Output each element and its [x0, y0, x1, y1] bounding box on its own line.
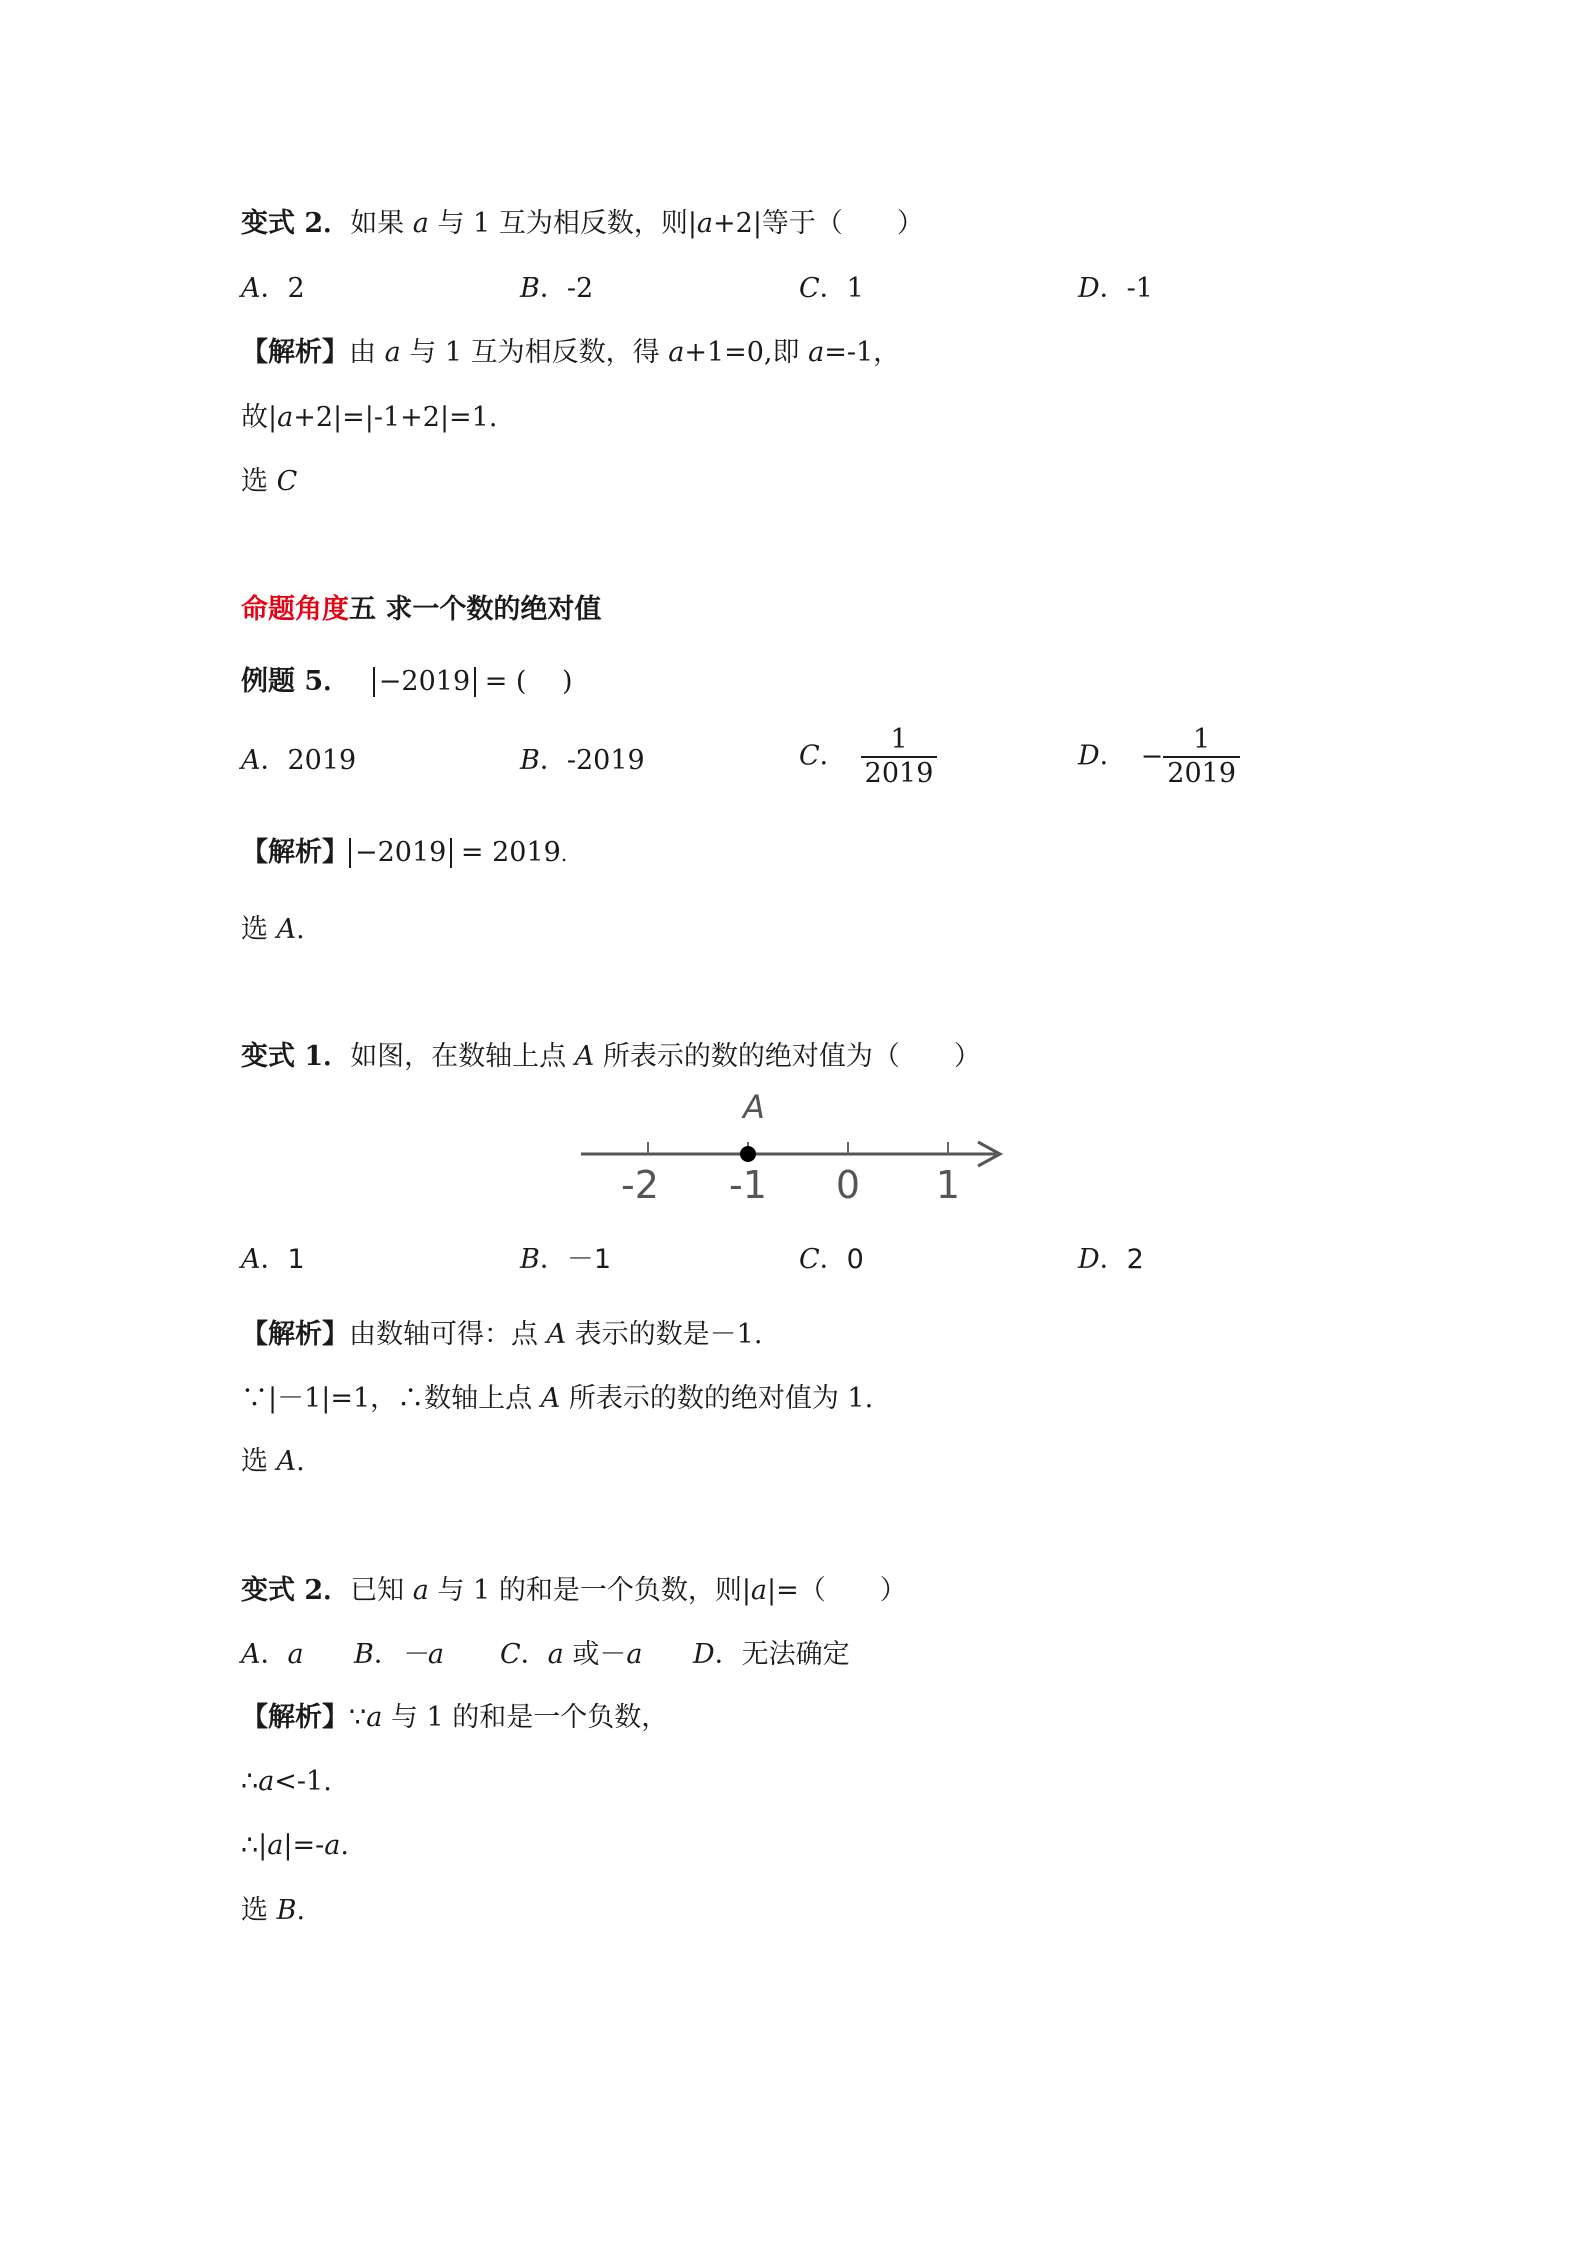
option-d[interactable]: D．2	[1078, 1244, 1144, 1275]
option-b[interactable]: B．－a	[354, 1639, 444, 1670]
variant1-question: 变式 1．如图，在数轴上点 A 所表示的数的绝对值为（ ）	[241, 1041, 981, 1072]
question-label: 例题 5．	[241, 666, 351, 697]
example5-analysis: 【解析】 −2019 = 2019.	[241, 837, 568, 868]
variant1-options	[0, 1243, 1587, 1303]
option-c[interactable]: C．0	[799, 1244, 864, 1275]
question-text: 如果	[350, 208, 413, 239]
analysis-label: 【解析】	[241, 1702, 349, 1733]
variant2-top-question	[241, 207, 924, 241]
tick-label: -2	[621, 1163, 659, 1207]
example5-answer: 选 A.	[241, 914, 305, 945]
variant1-answer: 选 A.	[241, 1446, 305, 1477]
question-text: = ( )	[476, 666, 573, 697]
analysis-label: 【解析】	[241, 1319, 349, 1350]
option-c[interactable]: C．1	[799, 273, 864, 304]
analysis-label: 【解析】	[241, 337, 349, 368]
option-b[interactable]: B．-2	[520, 273, 594, 304]
point-a-label: A	[743, 1090, 765, 1126]
variant2-bottom-analysis-1: 【解析】∵a 与 1 的和是一个负数，	[241, 1702, 669, 1733]
option-a[interactable]: A．2	[241, 273, 305, 304]
question-label: 变式 2．	[241, 208, 351, 239]
question-label: 变式 2．	[241, 1575, 351, 1606]
variant1-analysis-2: ∵|－1|=1，∴数轴上点 A 所表示的数的绝对值为 1.	[241, 1383, 874, 1414]
option-a[interactable]: A．1	[241, 1244, 305, 1275]
variant2-bottom-options	[0, 1638, 1587, 1698]
question-text: +2|等于（ ）	[713, 208, 924, 239]
number-line-figure	[578, 1090, 1018, 1220]
analysis-label: 【解析】	[241, 837, 349, 868]
variant2-top-options	[0, 272, 1587, 332]
tick-label: -1	[729, 1163, 767, 1207]
option-a[interactable]: A．a	[241, 1639, 304, 1670]
option-b[interactable]: B．－1	[520, 1244, 612, 1275]
variant2-bottom-analysis-2: ∴a<-1.	[241, 1766, 332, 1797]
example5-options	[0, 724, 1587, 796]
question-text: 与 1 互为相反数，则|	[428, 208, 697, 239]
option-a[interactable]: A．2019	[241, 745, 357, 776]
variant1-analysis-1: 【解析】由数轴可得：点 A 表示的数是－1.	[241, 1319, 763, 1350]
question-label: 变式 1．	[241, 1041, 351, 1072]
option-d[interactable]: D．无法确定	[693, 1639, 850, 1670]
variant2-bottom-question: 变式 2．已知 a 与 1 的和是一个负数，则|a|=（ ）	[241, 1575, 907, 1606]
option-c[interactable]: C． $\frac{1}{2019}$	[799, 724, 937, 790]
option-b[interactable]: B．-2019	[520, 745, 645, 776]
variant2-bottom-analysis-3: ∴|a|=-a.	[241, 1830, 349, 1861]
section-heading-red: 命题角度	[241, 594, 349, 625]
minus-sign: −	[1140, 741, 1164, 772]
variant2-top-analysis-1: 【解析】由 a 与 1 互为相反数，得 a+1=0,即 a=-1，	[241, 337, 901, 368]
absolute-value-expression: −2019	[349, 838, 452, 868]
option-c[interactable]: C．a 或－a	[500, 1639, 643, 1670]
section-heading	[241, 593, 601, 627]
variant2-top-analysis-2: 故|a+2|=|-1+2|=1.	[241, 402, 498, 433]
variable: a	[696, 208, 714, 239]
variant2-bottom-answer: 选 B.	[241, 1895, 306, 1926]
example5-question	[241, 665, 573, 699]
section-heading-title: 五 求一个数的绝对值	[349, 594, 602, 625]
option-d[interactable]: D． − $\frac{1}{2019}$	[1078, 724, 1240, 790]
tick-label: 0	[835, 1163, 861, 1207]
point-a-marker	[740, 1146, 756, 1162]
variant2-top-answer: 选 C	[241, 466, 298, 497]
variable: a	[412, 208, 429, 239]
tick-label: 1	[935, 1163, 961, 1207]
fraction: $\frac{1}{2019}$	[1163, 724, 1240, 790]
option-d[interactable]: D．-1	[1078, 273, 1153, 304]
absolute-value-expression: −2019	[373, 667, 476, 697]
fraction: $\frac{1}{2019}$	[861, 724, 938, 790]
